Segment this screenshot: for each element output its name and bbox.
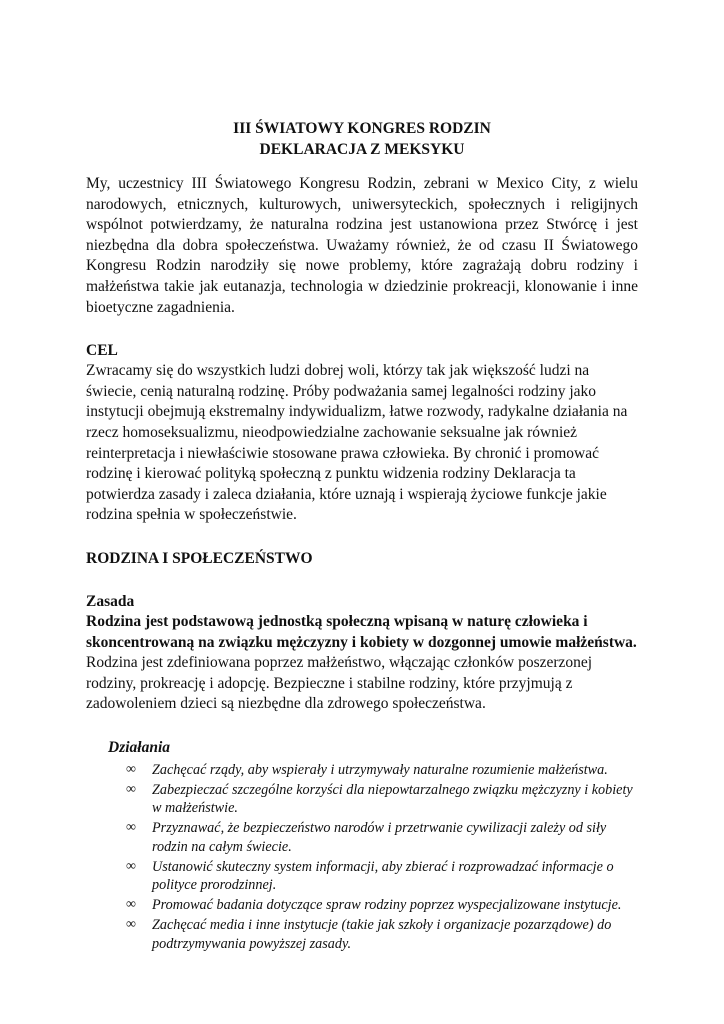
infinity-bullet-icon: ∞	[126, 917, 136, 933]
actions-heading: Działania	[108, 738, 171, 756]
list-item	[126, 819, 638, 856]
goal-heading: CEL	[86, 342, 118, 360]
principle-paragraph	[86, 612, 638, 715]
list-item	[126, 781, 638, 818]
list-item	[126, 858, 638, 895]
principle-block	[86, 591, 638, 715]
title-line-2: DEKLARACJA Z MEKSYKU	[259, 141, 465, 158]
list-item-text: Zachęcać rządy, aby wspierały i utrzymywały naturalne rozumienie małżeństwa.	[152, 761, 608, 778]
actions-list	[86, 761, 638, 954]
list-item-text: Zabezpieczać szczególne korzyści dla niepowtarzalnego związku mężczyzny i kobiety w małżeństwie.	[152, 781, 633, 817]
list-item-text: Zachęcać media i inne instytucje (takie jak szkoły i organizacje pozarządowe) do podtrzymywania powyższej zasady.	[152, 917, 612, 952]
list-item-text: Promować badania dotyczące spraw rodziny poprzez wyspecjalizowane instytucje.	[152, 897, 622, 914]
infinity-bullet-icon: ∞	[126, 761, 136, 777]
infinity-bullet-icon: ∞	[126, 820, 136, 836]
list-item	[126, 896, 638, 915]
principle-bold-text: Rodzina jest podstawową jednostką społeczną wpisaną w naturę człowieka i skoncentrowaną na związku mężczyzny i kobiety w dozgonnej umowie małżeństwa.	[86, 612, 637, 651]
infinity-bullet-icon: ∞	[126, 897, 136, 913]
list-item-text: Przyznawać, że bezpieczeństwo narodów i przetrwanie cywilizacji zależy od siły rodzin na całym świecie.	[152, 820, 607, 855]
title-line-1: III ŚWIATOWY KONGRES RODZIN	[233, 120, 491, 137]
intro-paragraph: My, uczestnicy III Światowego Kongresu Rodzin, zebrani w Mexico City, z wielu narodowych, etnicznych, kulturowych, uniwersyteckich, społecznych i religijnych wspólnot potwierdzamy, że naturalna rodzina jest ustanowiona przez Stwórcę i jest niezbędna dla dobra społeczeństwa. Uważamy również, że od czasu II Światowego Kongresu Rodzin narodziły się nowe problemy, które zagrażają dobru rodziny i małżeństwa takie jak eutanazja, technologia w dziedzinie prokreacji, klonowanie i inne bioetyczne zagadnienia.	[86, 175, 638, 316]
principle-label: Zasada	[86, 592, 135, 610]
list-item	[126, 916, 638, 953]
list-item	[126, 761, 638, 780]
infinity-bullet-icon: ∞	[126, 858, 136, 874]
list-item-text: Ustanowić skuteczny system informacji, aby zbierać i rozprowadzać informacje o polityce prorodzinnej.	[152, 858, 614, 894]
infinity-bullet-icon: ∞	[126, 781, 136, 797]
section-heading: RODZINA I SPOŁECZEŃSTWO	[86, 549, 313, 567]
principle-text: Rodzina jest zdefiniowana poprzez małżeństwo, włączając członków poszerzonej rodziny, prokreację i adopcję. Bezpieczne i stabilne rodziny, które przyjmują z zadowoleniem dzieci są niezbędne dla zdrowego społeczeństwa.	[86, 654, 593, 713]
goal-paragraph: Zwracamy się do wszystkich ludzi dobrej woli, którzy tak jak większość ludzi na świecie, cenią naturalną rodzinę. Próby podważania samej legalności rodziny jako instytucji obejmują ekstremalny indywidualizm, łatwe rozwody, radykalne działania na rzecz homoseksualizmu, nieodpowiedzialne zachowanie seksualne jak również reinterpretacja i niewłaściwie stosowane prawa człowieka. By chronić i promować rodzinę i kierować polityką społeczną z punktu widzenia rodziny Deklaracja ta potwierdza zasady i zaleca działania, które uznają i wspierają życiowe funkcje jakie rodzina spełnia w społeczeństwie.	[86, 362, 628, 524]
document-title	[86, 118, 638, 160]
